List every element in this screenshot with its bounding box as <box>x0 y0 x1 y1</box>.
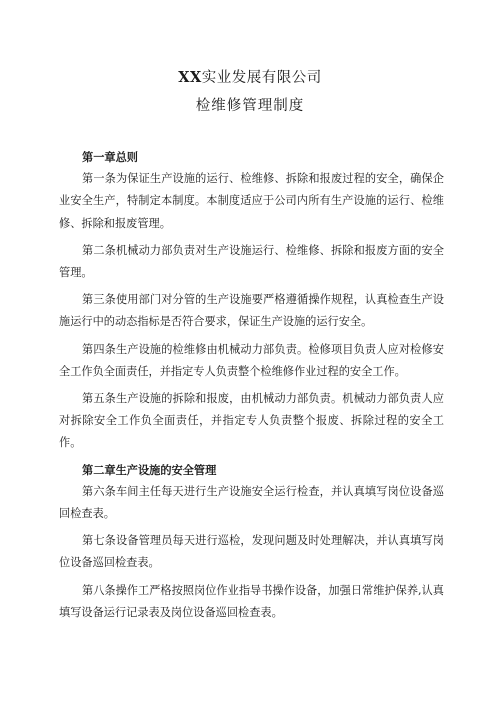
article-paragraph: 第七条设备管理员每天进行巡检，发现问题及时处理解决，并认真填写岗位设备巡回检查表。 <box>59 534 444 570</box>
article-paragraph: 第八条操作工严格按照岗位作业指导书操作设备，加强日常维护保养,认真填写设备运行记录表及岗位设备巡回检查表。 <box>59 583 444 619</box>
company-prefix: XX <box>178 69 202 86</box>
article-paragraph: 第一条为保证生产设施的运行、检维修、拆除和报废过程的安全，确保企业安全生产，特制定本制度。本制度适应于公司内所有生产设施的运行、检维修、拆除和报废管理。 <box>59 172 444 230</box>
chapter-heading: 第二章生产设施的安全管理 <box>82 462 217 477</box>
article-paragraph: 第五条生产设施的拆除和报废，由机械动力部负责。机械动力部负责人应对拆除安全工作负全面责任，并指定专人负责整个报废、拆除过程的安全工作。 <box>59 392 444 450</box>
article-paragraph: 第三条使用部门对分管的生产设施要严格遵循操作规程，认真检查生产设施运行中的动态指标是否符合要求，保证生产设施的运行安全。 <box>59 293 444 329</box>
article-paragraph: 第六条车间主任每天进行生产设施安全运行检查，并认真填写岗位设备巡回检查表。 <box>59 484 444 521</box>
article-paragraph: 第二条机械动力部负责对生产设施运行、检维修、拆除和报废方面的安全管理。 <box>59 243 444 280</box>
document-title: 检维修管理制度 <box>195 98 305 114</box>
company-name-rest: 实业发展有限公司 <box>201 70 322 86</box>
chapter-heading: 第一章总则 <box>82 150 138 164</box>
document-body <box>59 146 444 629</box>
company-name <box>0 66 500 87</box>
article-paragraph: 第四条生产设施的检维修由机械动力部负责。检修项目负责人应对检修安全工作负全面责任，并指定专人负责整个检维修作业过程的安全工作。 <box>59 342 444 378</box>
